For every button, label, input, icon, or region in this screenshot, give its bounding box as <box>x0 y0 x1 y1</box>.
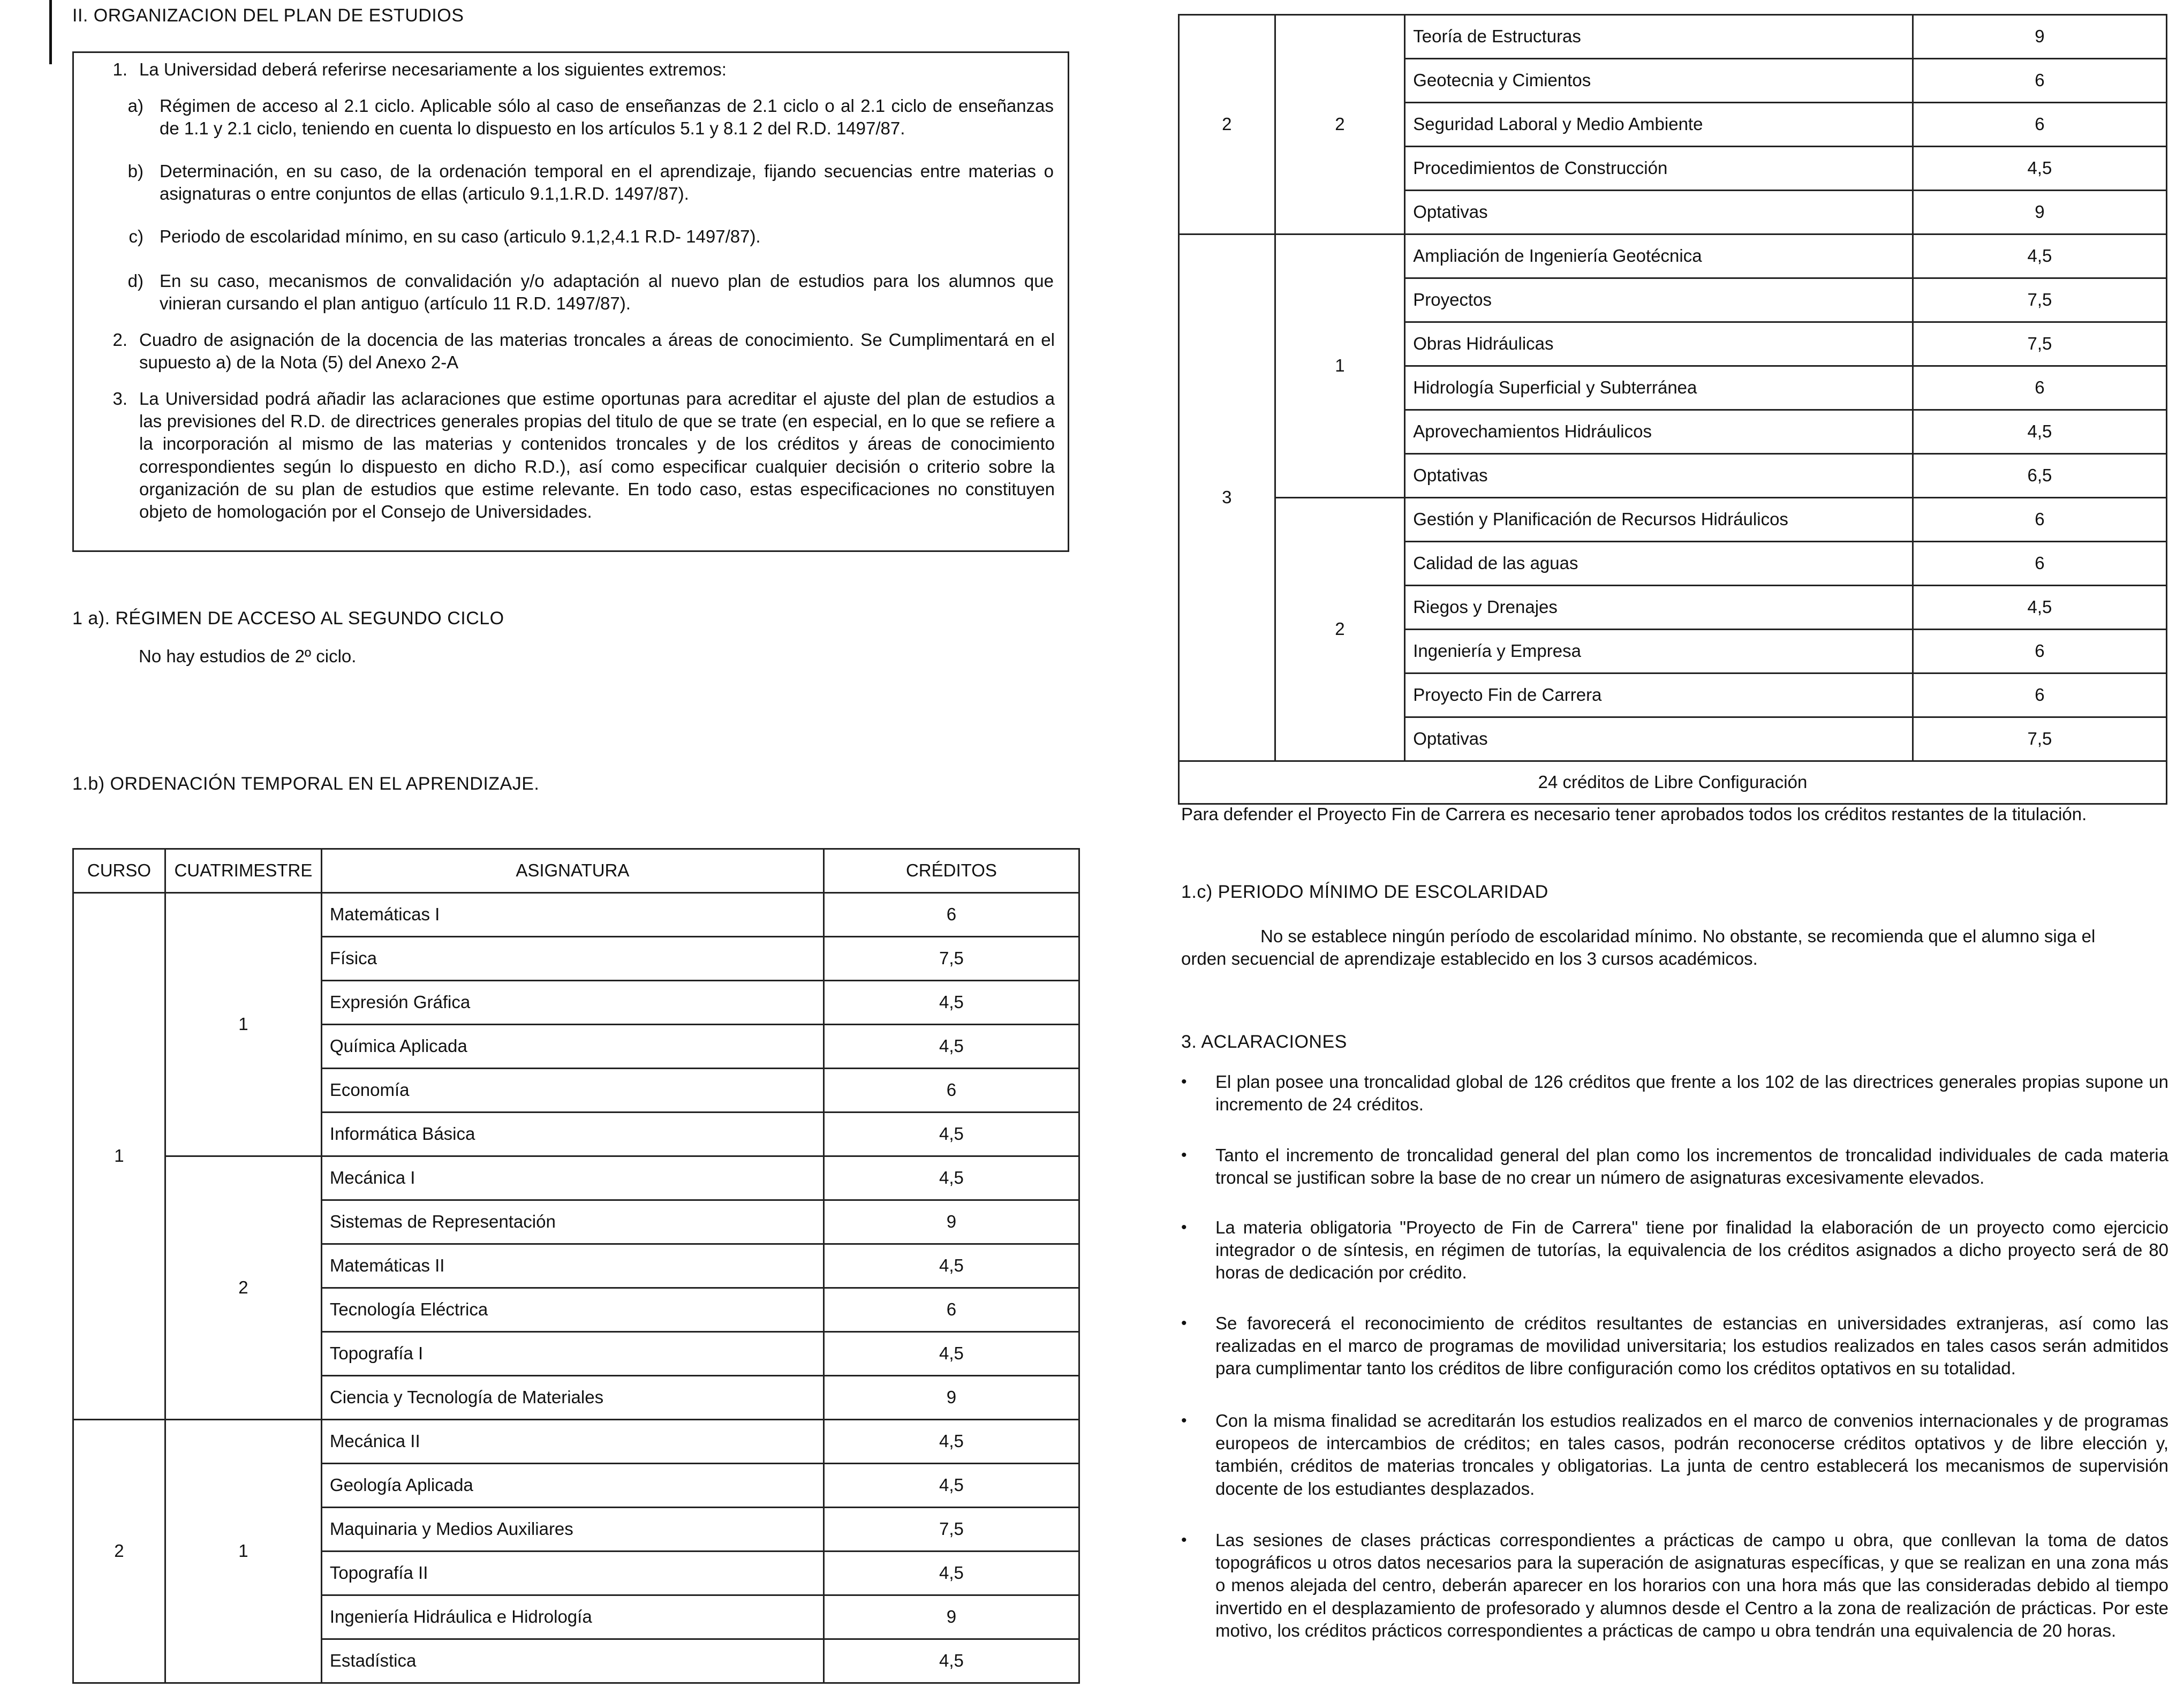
table-row <box>73 1156 1079 1200</box>
creditos-cell: 7,5 <box>823 937 1079 981</box>
table-row <box>1179 498 2167 542</box>
creditos-cell: 4,5 <box>823 1156 1079 1200</box>
asignatura-cell: Sistemas de Representación <box>321 1200 823 1244</box>
table-header-row <box>73 849 1079 893</box>
asignatura-cell: Matemáticas II <box>321 1244 823 1288</box>
box-item-c-letter: c) <box>129 226 143 246</box>
aclaracion-text: Tanto el incremento de troncalidad general del plan como los incrementos de troncalidad individuales de cada materia troncal se justifican sobre la base de no crear un número de asignaturas excesivamente elevados. <box>1215 1145 2168 1188</box>
box-item-2-number: 2. <box>112 330 127 350</box>
creditos-cell: 4,5 <box>823 1552 1079 1595</box>
asignatura-cell: Teoría de Estructuras <box>1405 15 1913 59</box>
box-item-1-number: 1. <box>112 59 127 79</box>
bullet-icon: • <box>1181 1073 1187 1091</box>
asignatura-cell: Gestión y Planificación de Recursos Hidráulicos <box>1405 498 1913 542</box>
creditos-cell: 9 <box>1913 191 2166 234</box>
asignatura-cell: Optativas <box>1405 191 1913 234</box>
table-row <box>73 1420 1079 1464</box>
creditos-cell: 6,5 <box>1913 454 2166 498</box>
creditos-cell: 9 <box>823 1200 1079 1244</box>
creditos-cell: 4,5 <box>823 1025 1079 1069</box>
instructions-box <box>72 51 1069 552</box>
creditos-cell: 4,5 <box>1913 147 2166 191</box>
asignatura-cell: Mecánica II <box>321 1420 823 1464</box>
box-item-3-text: La Universidad podrá añadir las aclaraciones que estime oportunas para acreditar el ajuste del plan de estudios a las previsiones del R.D. de directrices generales propias del titulo de que se trate (en especial, en lo que se refiere a la incorporación al mismo de las materias y contenidos troncales y de los créditos y áreas de conocimiento correspondientes según lo dispuesto en dicho R.D.), así como especificar cualquier decisión o criterio sobre la organización de su plan de estudios que estime relevante. En todo caso, estas especificaciones no constituyen objeto de homologación por el Consejo de Universidades. <box>139 389 1055 522</box>
asignatura-cell: Optativas <box>1405 454 1913 498</box>
creditos-cell: 6 <box>1913 674 2166 717</box>
creditos-cell: 6 <box>1913 59 2166 103</box>
creditos-cell: 4,5 <box>823 1420 1079 1464</box>
asignatura-cell: Tecnología Eléctrica <box>321 1288 823 1332</box>
section-title: II. ORGANIZACION DEL PLAN DE ESTUDIOS <box>72 5 464 26</box>
asignatura-cell: Informática Básica <box>321 1113 823 1156</box>
asignatura-cell: Ingeniería y Empresa <box>1405 630 1913 674</box>
creditos-cell: 7,5 <box>1913 278 2166 322</box>
asignatura-cell: Física <box>321 937 823 981</box>
aclaracion-text: Se favorecerá el reconocimiento de créditos resultantes de estancias en universidades extranjeras, así como las realizadas en el marco de programas de movilidad universitaria; los estudios realizados en tales casos serán admitidos para cumplimentar tanto los créditos de libre configuración como los créditos optativos en su totalidad. <box>1215 1313 2168 1379</box>
section-1a-title: 1 a). RÉGIMEN DE ACCESO AL SEGUNDO CICLO <box>72 608 504 629</box>
section-1a-text: No hay estudios de 2º ciclo. <box>139 646 357 666</box>
asignatura-cell: Obras Hidráulicas <box>1405 322 1913 366</box>
asignatura-cell: Estadística <box>321 1639 823 1683</box>
creditos-cell: 4,5 <box>823 1244 1079 1288</box>
asignatura-cell: Ingeniería Hidráulica e Hidrología <box>321 1595 823 1639</box>
creditos-cell: 4,5 <box>823 1639 1079 1683</box>
table-row <box>1179 15 2167 59</box>
creditos-cell: 6 <box>823 1288 1079 1332</box>
header-creditos: CRÉDITOS <box>823 849 1079 893</box>
asignatura-cell: Economía <box>321 1069 823 1113</box>
creditos-cell: 4,5 <box>823 1332 1079 1376</box>
box-item-1-text: La Universidad deberá referirse necesariamente a los siguientes extremos: <box>139 59 727 79</box>
box-item-a-text: Régimen de acceso al 2.1 ciclo. Aplicable sólo al caso de enseñanzas de 2.1 ciclo o al 2.1 ciclo de enseñanzas de 1.1 y 2.1 ciclo, teniendo en cuenta lo dispuesto en los artículos 5.1 y 8.1 2 del R.D. 1497/87. <box>160 96 1054 139</box>
asignatura-cell: Aprovechamientos Hidráulicos <box>1405 410 1913 454</box>
header-cuatrimestre: CUATRIMESTRE <box>165 849 321 893</box>
creditos-cell: 6 <box>1913 103 2166 147</box>
asignatura-cell: Ciencia y Tecnología de Materiales <box>321 1376 823 1420</box>
asignatura-cell: Topografía I <box>321 1332 823 1376</box>
table-row <box>1179 234 2167 278</box>
creditos-cell: 9 <box>1913 15 2166 59</box>
libre-configuracion-cell: 24 créditos de Libre Configuración <box>1179 761 2167 804</box>
creditos-cell: 4,5 <box>1913 586 2166 630</box>
asignatura-cell: Riegos y Drenajes <box>1405 586 1913 630</box>
curso-cell: 3 <box>1179 234 1275 761</box>
curso-cell: 2 <box>73 1420 165 1683</box>
creditos-cell: 6 <box>1913 498 2166 542</box>
section-3-title: 3. ACLARACIONES <box>1181 1032 1347 1052</box>
creditos-cell: 9 <box>823 1595 1079 1639</box>
cuatrimestre-cell: 1 <box>1275 234 1405 498</box>
table-row-libre <box>1179 761 2167 804</box>
creditos-cell: 6 <box>1913 366 2166 410</box>
creditos-cell: 6 <box>823 893 1079 937</box>
creditos-cell: 7,5 <box>1913 322 2166 366</box>
creditos-cell: 7,5 <box>823 1508 1079 1552</box>
asignatura-cell: Topografía II <box>321 1552 823 1595</box>
section-1c-title: 1.c) PERIODO MÍNIMO DE ESCOLARIDAD <box>1181 882 1548 902</box>
box-item-c-text: Periodo de escolaridad mínimo, en su caso (articulo 9.1,2,4.1 R.D- 1497/87). <box>160 226 761 246</box>
aclaracion-text: Las sesiones de clases prácticas correspondientes a prácticas de campo u obra, que conllevan la toma de datos topográficos u otros datos necesarios para la superación de asignaturas específicas, y que se realizan en una zona más o menos alejada del centro, deberán aparecer en los horarios con una hora más que las consideradas debido al tiempo invertido en el desplazamiento de profesorado y alumnos desde el Centro a la zona de realización de prácticas. Por este motivo, los créditos prácticos correspondientes a prácticas de campo u obra tendrán una equivalencia de 20 horas. <box>1215 1530 2168 1640</box>
proyecto-note: Para defender el Proyecto Fin de Carrera es necesario tener aprobados todos los créditos restantes de la titulación. <box>1181 804 2087 824</box>
creditos-cell: 6 <box>1913 542 2166 586</box>
asignatura-cell: Seguridad Laboral y Medio Ambiente <box>1405 103 1913 147</box>
aclaracion-text: Con la misma finalidad se acreditarán los estudios realizados en el marco de convenios internacionales y de programas europeos de intercambios de créditos; en tales casos, podrán reconocerse créditos optativos y de libre elección y, también, créditos de materias troncales y obligatorias. La junta de centro establecerá los mecanismos de supervisión docente de los estudiantes desplazados. <box>1215 1411 2168 1499</box>
asignatura-cell: Maquinaria y Medios Auxiliares <box>321 1508 823 1552</box>
bullet-icon: • <box>1181 1146 1187 1164</box>
bullet-icon: • <box>1181 1314 1187 1332</box>
creditos-cell: 6 <box>823 1069 1079 1113</box>
table-row <box>73 893 1079 937</box>
creditos-cell: 4,5 <box>1913 410 2166 454</box>
bullet-icon: • <box>1181 1219 1187 1236</box>
asignatura-cell: Proyectos <box>1405 278 1913 322</box>
schedule-table-left <box>72 848 1080 1684</box>
asignatura-cell: Matemáticas I <box>321 893 823 937</box>
asignatura-cell: Procedimientos de Construcción <box>1405 147 1913 191</box>
asignatura-cell: Mecánica I <box>321 1156 823 1200</box>
box-item-d-letter: d) <box>127 271 143 291</box>
creditos-cell: 4,5 <box>823 981 1079 1025</box>
creditos-cell: 4,5 <box>823 1113 1079 1156</box>
section-1c-text: No se establece ningún período de escolaridad mínimo. No obstante, se recomienda que el alumno siga el orden secuencial de aprendizaje establecido en los 3 cursos académicos. <box>1181 926 2096 969</box>
asignatura-cell: Optativas <box>1405 717 1913 761</box>
creditos-cell: 7,5 <box>1913 717 2166 761</box>
creditos-cell: 9 <box>823 1376 1079 1420</box>
header-asignatura: ASIGNATURA <box>321 849 823 893</box>
asignatura-cell: Hidrología Superficial y Subterránea <box>1405 366 1913 410</box>
aclaracion-text: La materia obligatoria "Proyecto de Fin de Carrera" tiene por finalidad la elaboración de un proyecto como ejercicio integrador o de síntesis, en régimen de tutorías, la equivalencia de los créditos asignados a dicho proyecto será de 80 horas de dedicación por crédito. <box>1215 1217 2168 1283</box>
box-item-3-number: 3. <box>112 389 127 408</box>
box-item-d-text: En su caso, mecanismos de convalidación y/o adaptación al nuevo plan de estudios para los alumnos que vinieran cursando el plan antiguo (artículo 11 R.D. 1497/87). <box>160 271 1054 314</box>
box-item-2-text: Cuadro de asignación de la docencia de las materias troncales a áreas de conocimiento. Se Cumplimentará en el supuesto a) de la Nota (5) del Anexo 2-A <box>139 330 1055 373</box>
cuatrimestre-cell: 2 <box>1275 15 1405 234</box>
asignatura-cell: Geología Aplicada <box>321 1464 823 1508</box>
asignatura-cell: Geotecnia y Cimientos <box>1405 59 1913 103</box>
asignatura-cell: Calidad de las aguas <box>1405 542 1913 586</box>
bullet-icon: • <box>1181 1531 1187 1549</box>
box-item-b-letter: b) <box>127 161 143 181</box>
curso-cell: 2 <box>1179 15 1275 234</box>
creditos-cell: 6 <box>1913 630 2166 674</box>
asignatura-cell: Expresión Gráfica <box>321 981 823 1025</box>
bullet-icon: • <box>1181 1412 1187 1429</box>
cuatrimestre-cell: 1 <box>165 1420 321 1683</box>
section-1b-title: 1.b) ORDENACIÓN TEMPORAL EN EL APRENDIZAJE. <box>72 774 540 794</box>
aclaracion-text: El plan posee una troncalidad global de 126 créditos que frente a los 102 de las directrices generales propias supone un incremento de 24 créditos. <box>1215 1072 2168 1115</box>
asignatura-cell: Química Aplicada <box>321 1025 823 1069</box>
box-item-b-text: Determinación, en su caso, de la ordenación temporal en el aprendizaje, fijando secuencias entre materias o asignaturas o entre conjuntos de ellas (articulo 9.1,1.R.D. 1497/87). <box>160 161 1054 204</box>
header-curso: CURSO <box>73 849 165 893</box>
creditos-cell: 4,5 <box>823 1464 1079 1508</box>
cuatrimestre-cell: 2 <box>165 1156 321 1420</box>
creditos-cell: 4,5 <box>1913 234 2166 278</box>
asignatura-cell: Ampliación de Ingeniería Geotécnica <box>1405 234 1913 278</box>
schedule-table-right <box>1178 14 2167 805</box>
curso-cell: 1 <box>73 893 165 1420</box>
asignatura-cell: Proyecto Fin de Carrera <box>1405 674 1913 717</box>
box-item-a-letter: a) <box>127 96 143 116</box>
cuatrimestre-cell: 2 <box>1275 498 1405 761</box>
cuatrimestre-cell: 1 <box>165 893 321 1156</box>
margin-marker <box>49 0 52 64</box>
